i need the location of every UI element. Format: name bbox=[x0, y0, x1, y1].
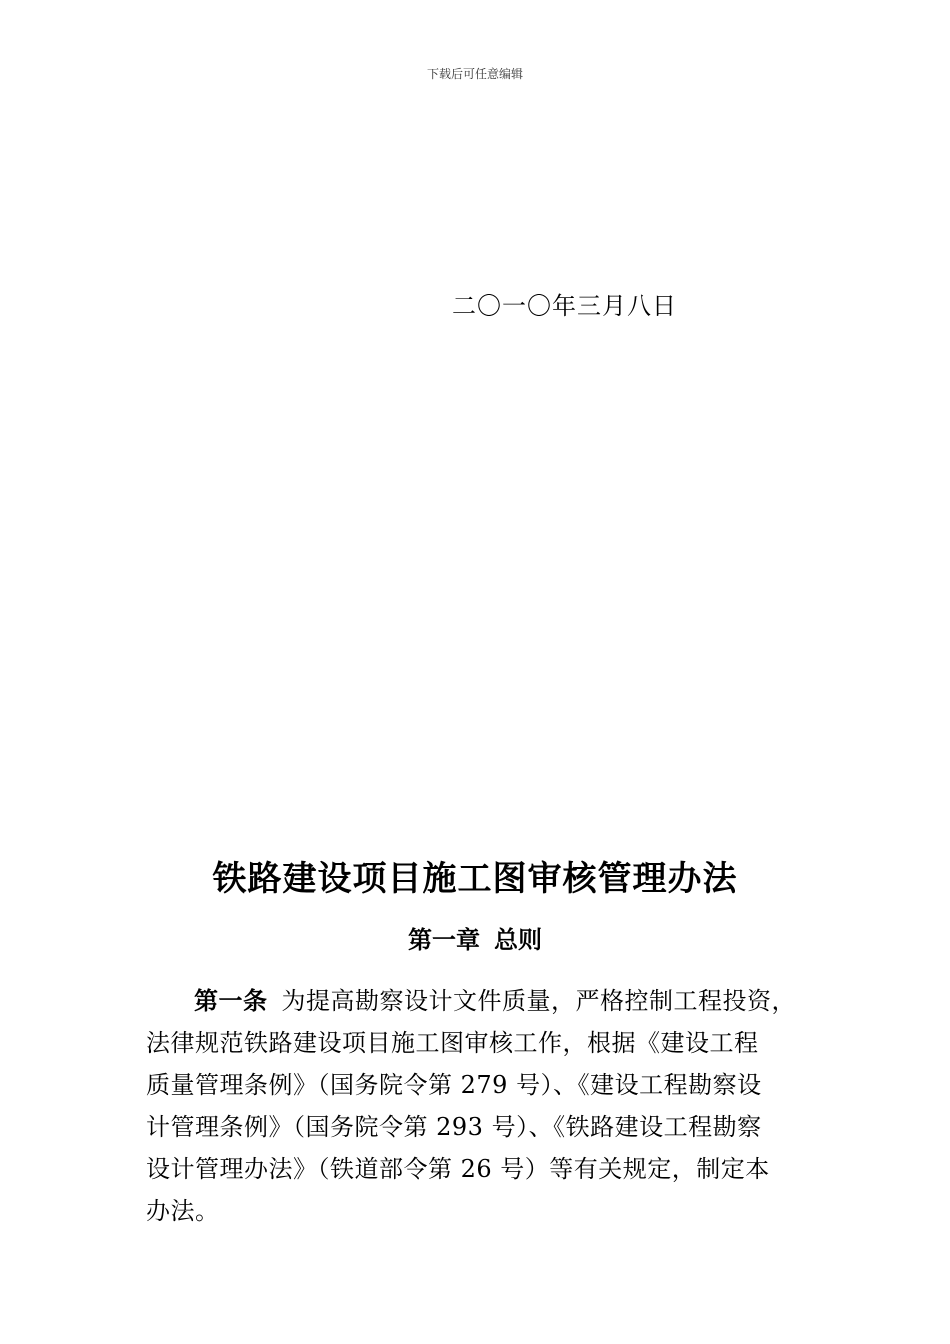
article-1 bbox=[146, 980, 806, 1232]
article-text: 为提高勘察设计文件质量，严格控制工程投资， bbox=[281, 987, 796, 1015]
article-line: 质量管理条例》（国务院令第 279 号）、《建设工程勘察设 bbox=[146, 1071, 762, 1099]
article-label: 第一条 bbox=[194, 986, 268, 1015]
article-line: 设计管理办法》（铁道部令第 26 号）等有关规定，制定本 bbox=[146, 1155, 770, 1183]
header-note: 下载后可任意编辑 bbox=[426, 67, 523, 81]
chapter-heading bbox=[0, 922, 950, 958]
chapter-number: 第一章 bbox=[408, 925, 480, 954]
chapter-name: 总则 bbox=[494, 925, 542, 954]
article-line: 法律规范铁路建设项目施工图审核工作，根据《建设工程 bbox=[146, 1029, 759, 1057]
article-line: 办法。 bbox=[146, 1197, 220, 1225]
document-date: 二〇一〇年三月八日 bbox=[452, 292, 677, 320]
article-line bbox=[146, 980, 806, 1022]
document-title: 铁路建设项目施工图审核管理办法 bbox=[212, 859, 738, 899]
article-line: 计管理条例》（国务院令第 293 号）、《铁路建设工程勘察 bbox=[146, 1113, 762, 1141]
